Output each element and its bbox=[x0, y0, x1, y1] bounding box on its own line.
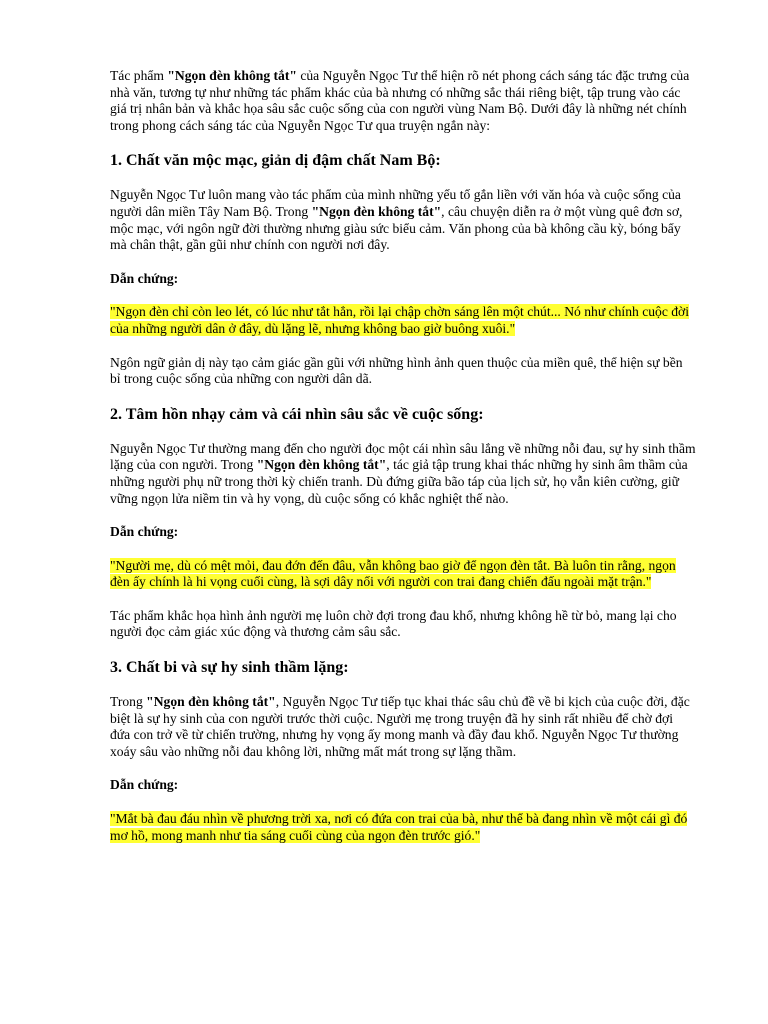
highlighted-quote: "Mắt bà đau đáu nhìn về phương trời xa, nơi có đứa con trai của bà, như thể bà đang nhìn về một cái gì đó mơ hồ, mong manh như tia sáng cuối cùng của ngọn đèn trước gió." bbox=[110, 811, 688, 843]
evidence-quote-3 bbox=[110, 811, 696, 844]
work-title: "Ngọn đèn không tắt" bbox=[256, 457, 387, 473]
intro-paragraph: Tác phẩm "Ngọn đèn không tắt" của Nguyễn Ngọc Tư thể hiện rõ nét phong cách sáng tác đặc trưng của nhà văn, tương tự như những tác phẩm khác của bà nhưng có những sắc thái riêng biệt, tập trung vào các giá trị nhân bản và khắc họa sâu sắc cuộc sống của con người vùng Nam Bộ. Dưới đây là những nét chính trong phong cách sáng tác của Nguyễn Ngọc Tư qua truyện ngắn này: bbox=[110, 68, 690, 133]
section-heading-1: 1. Chất văn mộc mạc, giản dị đậm chất Nam Bộ: bbox=[110, 152, 441, 170]
highlighted-quote: "Ngọn đèn chỉ còn leo lét, có lúc như tắt hẳn, rồi lại chập chờn sáng lên một chút... Nó như chính cuộc đời của những người dân ở đây, dù lặng lẽ, nhưng không bao giờ buông xuôi." bbox=[110, 304, 690, 336]
evidence-label-1: Dẫn chứng: bbox=[110, 270, 179, 286]
document-page bbox=[110, 68, 696, 861]
section-2-conclusion: Tác phẩm khắc họa hình ảnh người mẹ luôn chờ đợi trong đau khổ, nhưng không hề từ bỏ, mang lại cho người đọc cảm giác xúc động và thương cảm sâu sắc. bbox=[110, 607, 677, 640]
highlighted-quote: "Người mẹ, dù có mệt mỏi, đau đớn đến đâu, vẫn không bao giờ để ngọn đèn tắt. Bà luôn tin rằng, ngọn đèn ấy chính là hi vọng cuối cùng, là sợi dây nối với người con trai đang chiến đấu ngoài mặt trận." bbox=[110, 557, 676, 590]
evidence-label-3: Dẫn chứng: bbox=[110, 777, 179, 793]
section-heading-2: 2. Tâm hồn nhạy cảm và cái nhìn sâu sắc về cuộc sống: bbox=[110, 405, 484, 423]
section-3-paragraph: Trong "Ngọn đèn không tắt", Nguyễn Ngọc Tư tiếp tục khai thác sâu chủ đề về bi kịch của cuộc đời, đặc biệt là sự hy sinh của con người trước thời cuộc. Người mẹ trong truyện đã hy sinh rất nhiều để chờ đợi đứa con trở về từ chiến trường, nhưng hy vọng ấy mong manh và đầy đau khổ. Nguyễn Ngọc Tư thường xoáy sâu vào những nỗi đau không lời, những mất mát trong sự lặng thầm. bbox=[110, 694, 690, 759]
work-title: "Ngọn đèn không tắt" bbox=[311, 203, 442, 219]
evidence-quote-1 bbox=[110, 304, 696, 337]
section-1-paragraph: Nguyễn Ngọc Tư luôn mang vào tác phẩm của mình những yếu tố gắn liền với văn hóa và cuộc sống của người dân miền Tây Nam Bộ. Trong "Ngọn đèn không tắt", câu chuyện diễn ra ở một vùng quê đơn sơ, mộc mạc, với ngôn ngữ đời thường nhưng giàu sức biểu cảm. Văn phong của bà không cầu kỳ, bóng bẩy mà chân thật, gần gũi như chính con người nơi đây. bbox=[110, 187, 683, 253]
work-title: "Ngọn đèn không tắt" bbox=[167, 68, 297, 83]
section-heading-3: 3. Chất bi và sự hy sinh thầm lặng: bbox=[110, 659, 349, 677]
evidence-quote-2 bbox=[110, 558, 696, 591]
section-2-paragraph: Nguyễn Ngọc Tư thường mang đến cho người đọc một cái nhìn sâu lắng về những nỗi đau, sự hy sinh thầm lặng của con người. Trong "Ngọn đèn không tắt", tác giả tập trung khai thác những hy sinh âm thầm của những người phụ nữ trong thời kỳ chiến tranh. Dù đứng giữa bão táp của lịch sử, họ vẫn kiên cường, giữ vững ngọn lửa niềm tin và hy vọng, dù cuộc sống có khắc nghiệt thế nào. bbox=[110, 440, 696, 506]
work-title: "Ngọn đèn không tắt" bbox=[146, 694, 276, 710]
section-1-conclusion: Ngôn ngữ giản dị này tạo cảm giác gần gũi với những hình ảnh quen thuộc của miền quê, thể hiện sự bền bỉ trong cuộc sống của những con người dân dã. bbox=[110, 354, 683, 387]
evidence-label-2: Dẫn chứng: bbox=[110, 524, 179, 540]
